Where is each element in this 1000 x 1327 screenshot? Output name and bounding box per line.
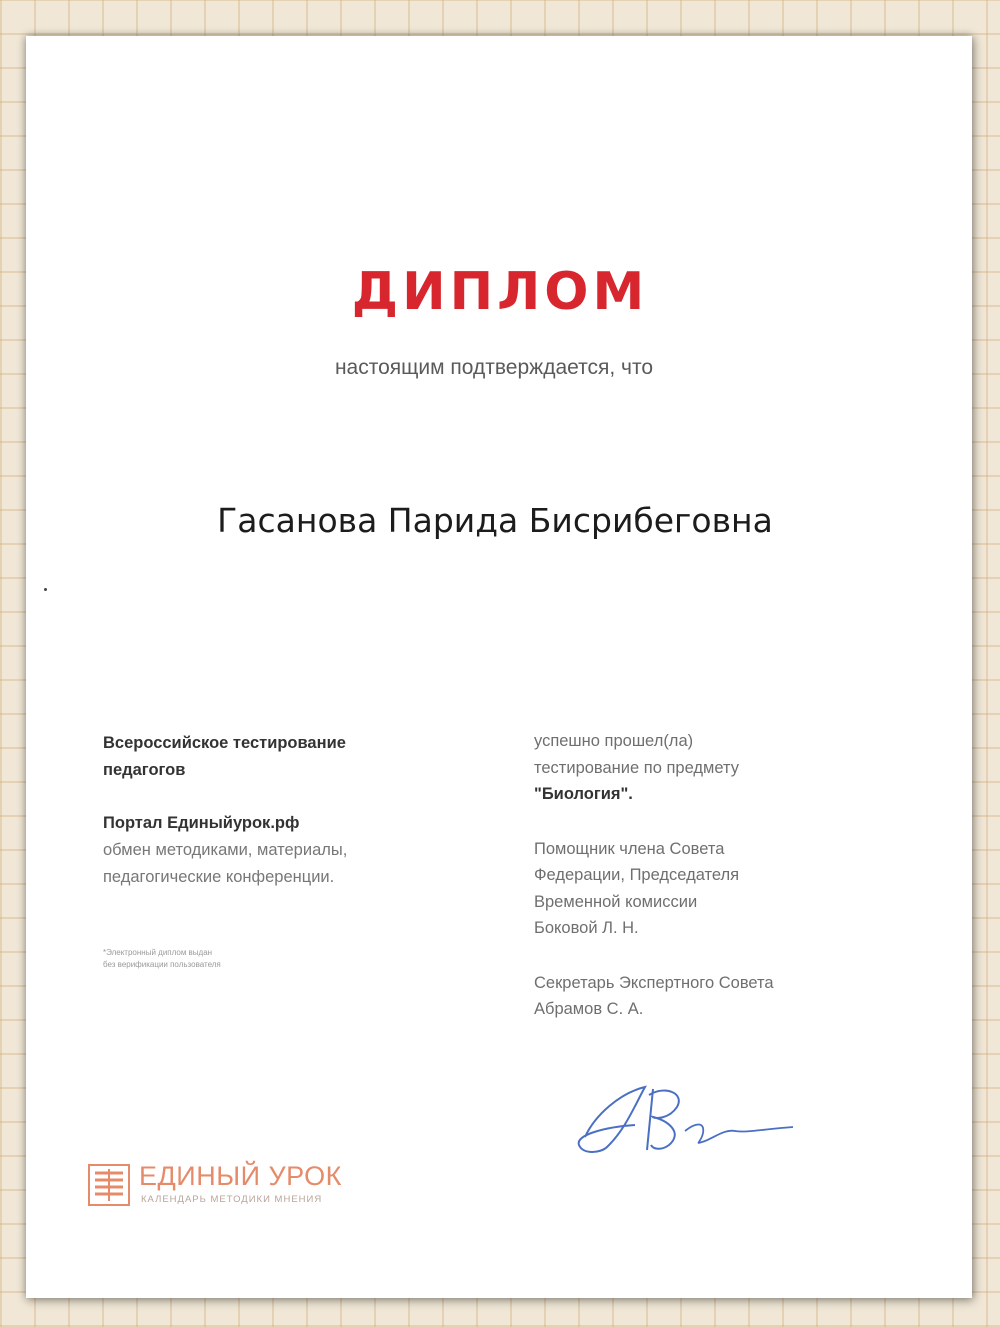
footnote-line1: *Электронный диплом выдан [103, 948, 213, 957]
signer2-line2: Абрамов С. А. [534, 1000, 644, 1018]
result-line2: тестирование по предмету [534, 758, 739, 777]
signer1-line1: Помощник члена Совета [534, 839, 725, 858]
result-info [534, 728, 914, 1023]
signer2-line1: Секретарь Экспертного Совета [534, 973, 774, 992]
portal-desc-line2: педагогические конференции. [103, 868, 335, 886]
event-title-line2: педагогов [103, 761, 186, 779]
logo-name: ЕДИНЫЙ УРОК [139, 1161, 342, 1191]
event-info [103, 730, 463, 971]
signer1-line2: Федерации, Председателя [534, 866, 740, 884]
diploma-title: ДИПЛОМ [351, 262, 649, 322]
diploma-sheet [26, 36, 972, 1298]
signature-icon [565, 1075, 805, 1165]
logo-tagline: КАЛЕНДАРЬ МЕТОДИКИ МНЕНИЯ [141, 1194, 323, 1205]
logo [87, 1161, 387, 1211]
footnote-line2: без верификации пользователя [103, 960, 221, 969]
portal-desc-line1: обмен методиками, материалы, [103, 841, 348, 859]
signer1-line3: Временной комиссии [534, 892, 698, 911]
result-line1: успешно прошел(ла) [534, 732, 694, 750]
signer1-line4: Боковой Л. Н. [534, 919, 639, 937]
subject-name: "Биология". [534, 785, 633, 803]
logo-mark-icon [87, 1163, 131, 1207]
scan-speck [44, 588, 47, 591]
portal-name: Портал Единыйурок.рф [103, 814, 300, 832]
event-title-line1: Всероссийское тестирование [103, 734, 346, 752]
confirmation-text: настоящим подтверждается, что [334, 356, 654, 379]
recipient-name: Гасанова Парида Бисрибеговна [217, 501, 773, 540]
